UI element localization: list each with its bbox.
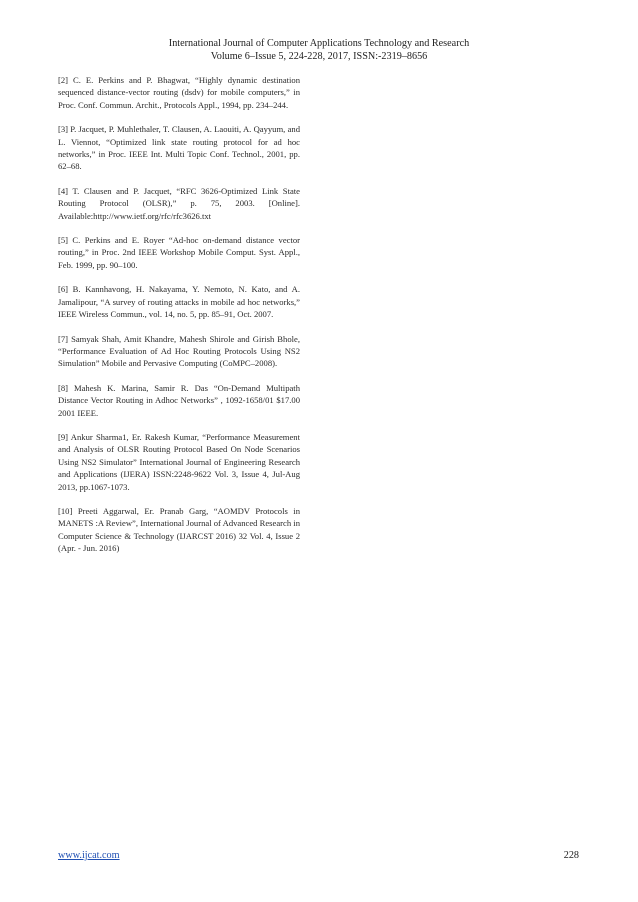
footer-website-link[interactable]: www.ijcat.com [58, 850, 120, 861]
journal-title: International Journal of Computer Applications Technology and Research [168, 38, 470, 49]
reference-7: [7] Samyak Shah, Amit Khandre, Mahesh Shirole and Girish Bhole, “Performance Evaluation of Ad Hoc Routing Protocols Using NS2 Simulation” Mobile and Pervasive Computing (CoMPC–2008). [58, 333, 300, 369]
reference-10: [10] Preeti Aggarwal, Er. Pranab Garg, “AOMDV Protocols in MANETS :A Review”, International Journal of Advanced Research in Computer Science & Technology (IJARCST 2016) 32 Vol. 4, Issue 2 (Apr. - Jun. 2016) [58, 505, 300, 554]
page-header [0, 37, 638, 63]
reference-9: [9] Ankur Sharma1, Er. Rakesh Kumar, “Performance Measurement and Analysis of OLSR Routing Protocol Based On Node Scenarios Using NS2 Simulator” International Journal of Engineering Research and Applications (IJERA) ISSN:2248-9622 Vol. 3, Issue 4, Jul-Aug 2013, pp.1067-1073. [58, 431, 300, 492]
reference-5: [5] C. Perkins and E. Royer “Ad-hoc on-demand distance vector routing,” in Proc. 2nd IEEE Workshop Mobile Comput. Syst. Appl., Feb. 1999, pp. 90–100. [58, 235, 300, 270]
journal-volume: Volume 6–Issue 5, 224-228, 2017, ISSN:-2319–8656 [210, 51, 428, 62]
reference-list [58, 74, 300, 567]
reference-4: [4] T. Clausen and P. Jacquet, “RFC 3626-Optimized Link State Routing Protocol (OLSR),” p. 75, 2003. [Online]. Available:http://www.ietf.org/rfc/rfc3626.txt [58, 185, 300, 221]
page-number: 228 [563, 850, 579, 861]
reference-3: [3] P. Jacquet, P. Muhlethaler, T. Clausen, A. Laouiti, A. Qayyum, and L. Viennot, “Optimized link state routing protocol for ad hoc networks,” in Proc. IEEE Int. Multi Topic Conf. Technol., 2001, pp. 62–68. [58, 124, 300, 172]
reference-2: [2] C. E. Perkins and P. Bhagwat, “Highly dynamic destination sequenced distance-vector routing (dsdv) for mobile computers,” in Proc. Conf. Commun. Archit., Protocols Appl., 1994, pp. 234–244. [58, 75, 300, 110]
reference-6: [6] B. Kannhavong, H. Nakayama, Y. Nemoto, N. Kato, and A. Jamalipour, “A survey of routing attacks in mobile ad hoc networks,” IEEE Wireless Commun., vol. 14, no. 5, pp. 85–91, Oct. 2007. [58, 284, 300, 320]
reference-8: [8] Mahesh K. Marina, Samir R. Das “On-Demand Multipath Distance Vector Routing in Adhoc Networks” , 1092-1658/01 $17.00 2001 IEEE. [58, 382, 300, 418]
